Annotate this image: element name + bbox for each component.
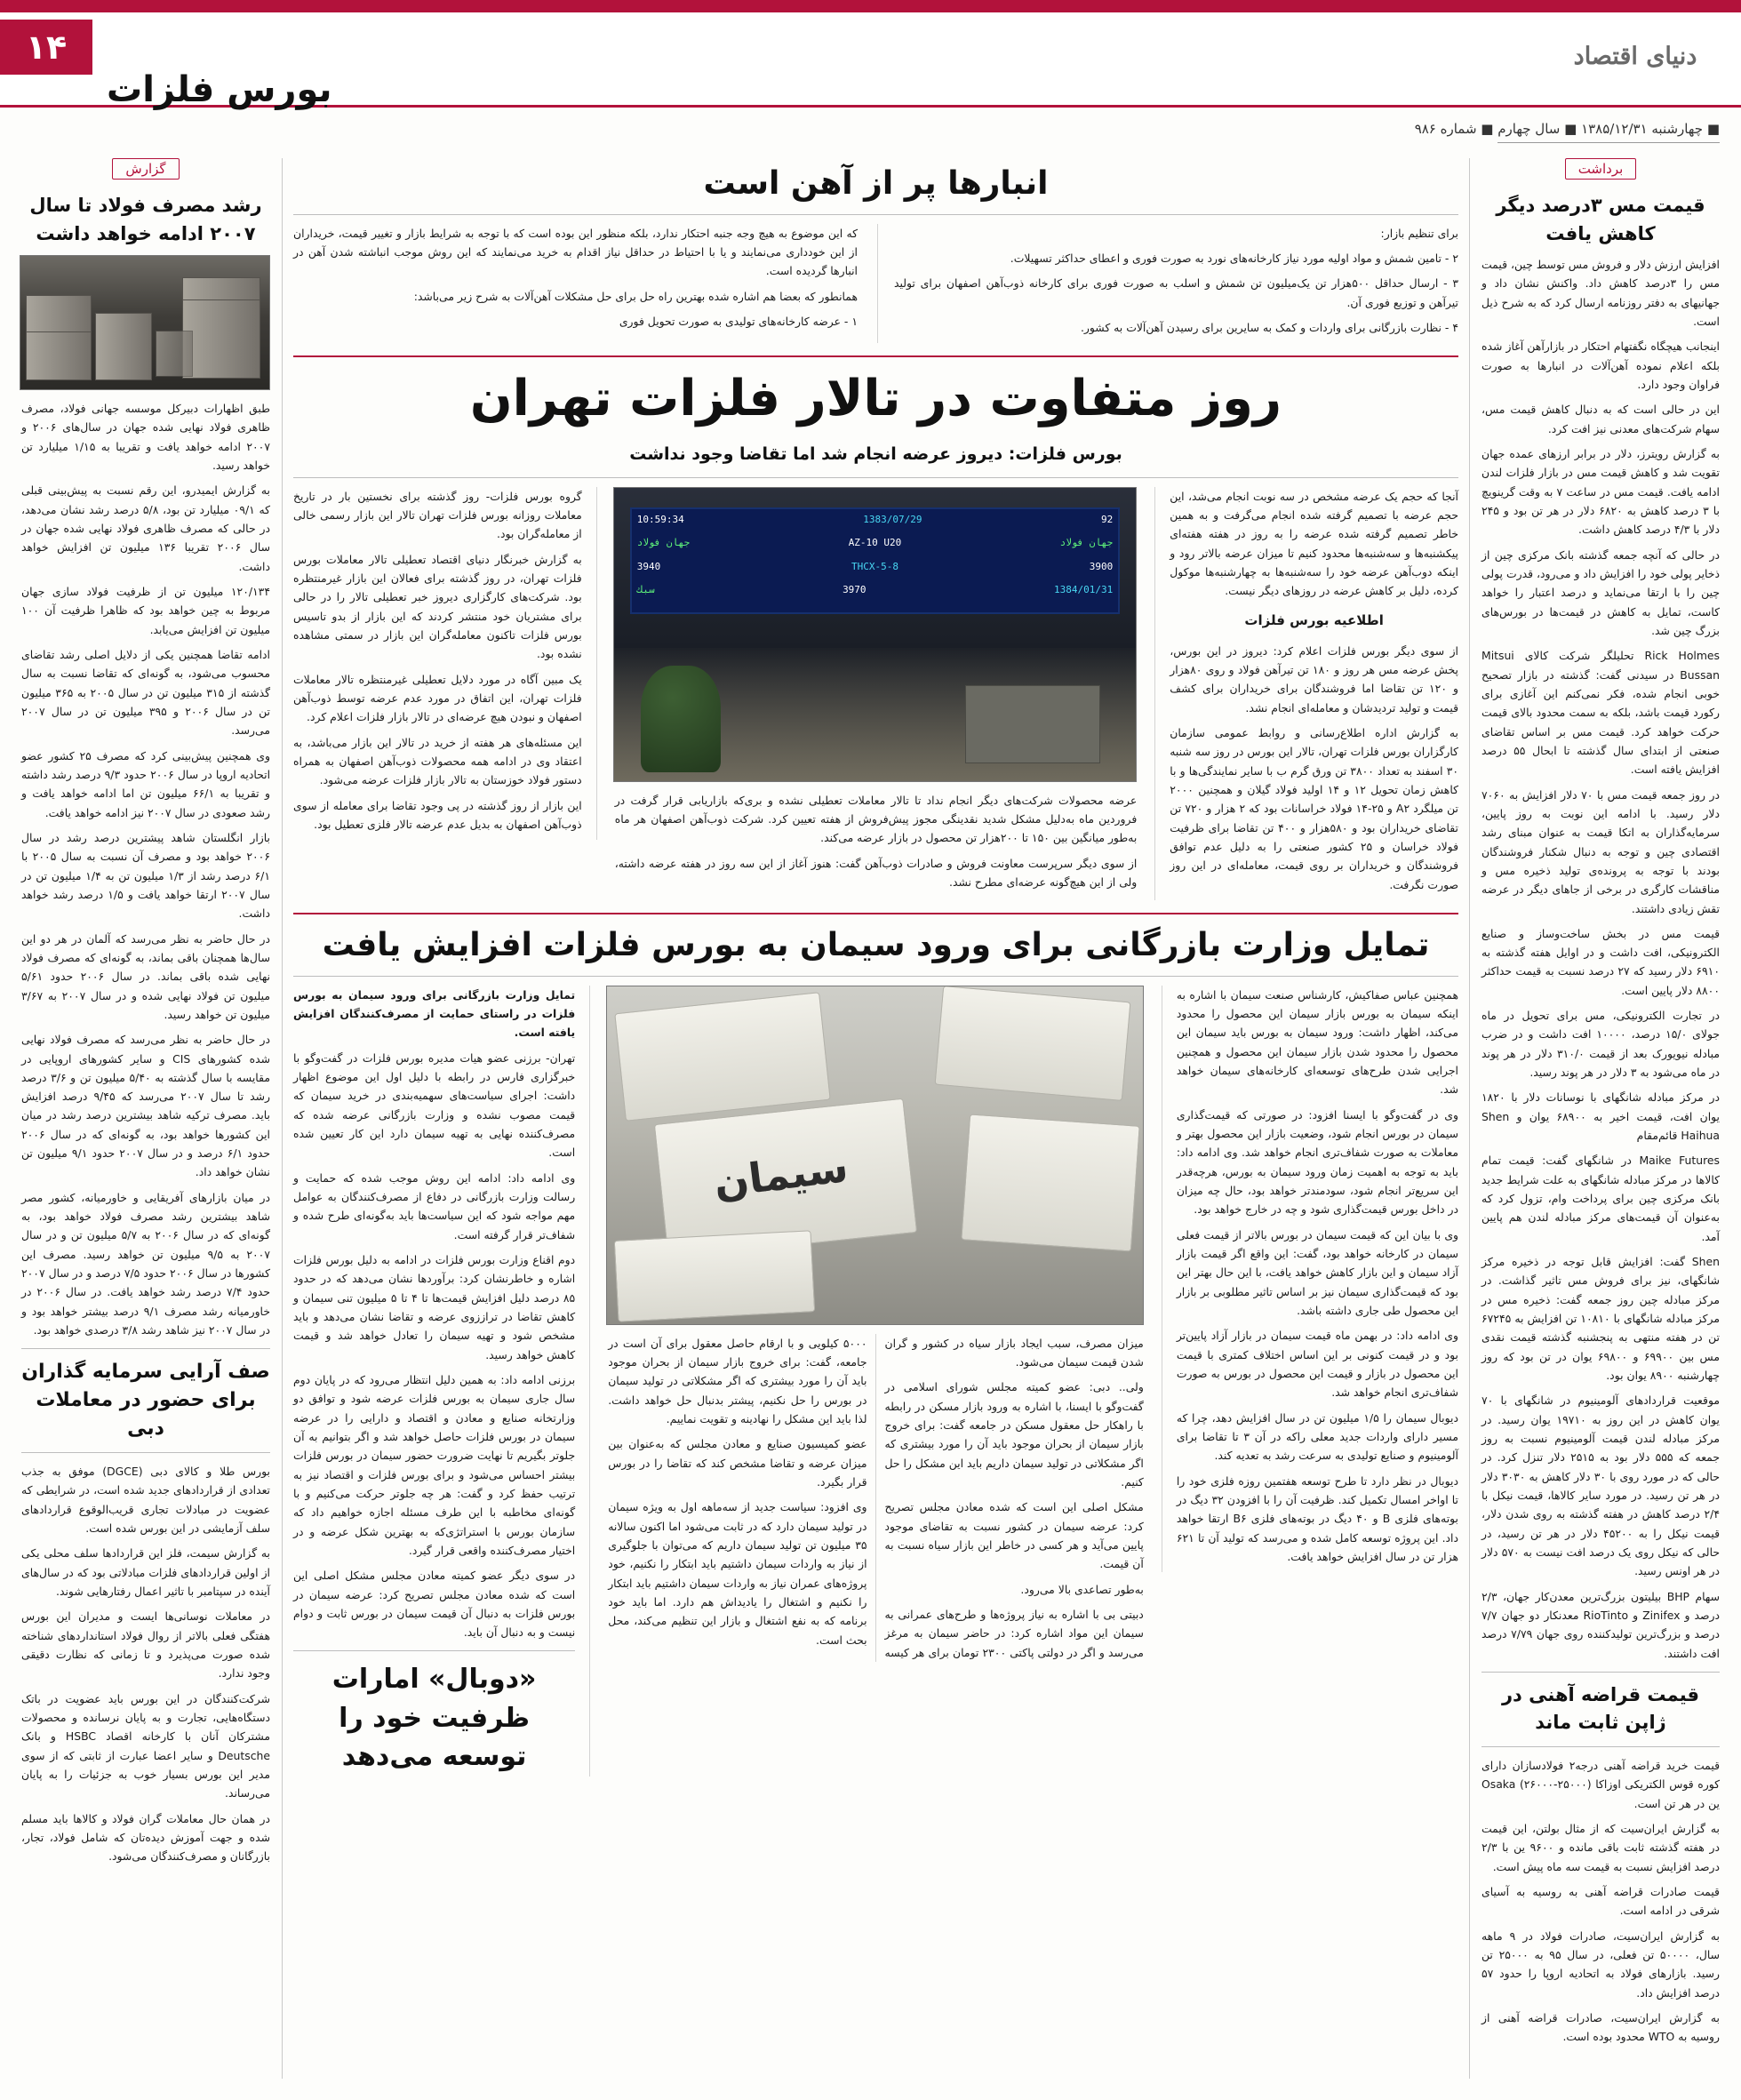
newspaper-logo [1551,30,1720,82]
bardasht-sidebar [1481,158,1720,2079]
cement-p: وی با بیان این که قیمت سیمان در بورس بالاتر از قیمت فعلی سیمان در کارخانه خواهد بود، گفت: این واقع اگر قیمت بازار آزاد سیمان و این بازار کاهش خواهد یافت، با این حال بهتر این بود که قیمت‌گذاری سیمان نیز بر اساس تاثیر مطلوبی بر بازار این محصول طی جاری داشته باشد. [1176,1227,1458,1317]
main-story [293,368,1458,899]
top-story-col-right [293,224,858,344]
cement-story-body [293,986,1458,1777]
main-p: این مسئله‌های هر هفته از خرید در تالار این بازار می‌باشد، به اعتقاد وی در ادامه همه محصولات ذوب‌آهن اصفهان به همراه دستور فولاد خوزستان به تالار بازار فلزات عرضه می‌شود. [292,735,582,787]
steel-warehouse-photo-inner [20,256,269,389]
issue-rule [1497,142,1720,143]
top-story [293,164,1458,343]
main-story-rule [293,477,1458,478]
top-story-columns [293,224,1458,344]
report-sidebar [21,158,270,2079]
board-cell: سبك [636,584,655,596]
right-kicker: برداشت [1565,158,1637,180]
center-content [293,158,1458,2079]
cement-sidebar-quote: «دوبال» امارات ظرفیت خود را توسعه می‌دهد [331,1664,537,1773]
cement-p: برزنی ادامه داد: به همین دلیل انتظار می‌رود که در پایان دوم سال جاری سیمان به بورس فلزات عرضه شود و توافق دو وزارتخانه صنایع و معادن و اقتصاد و دارایی را در عرضه سیمان در بورس فلزات حاصل خواهد شد و اگر بتوانیم به آن جلوتر بگیریم تا نهایت ضرورت حضور سیمان در بورس فلزات بیشتر احساس می‌شود و برای بورس فلزات و اقتصاد نیز به ترتیب حفظ کرد و گفت: هر چه جلوتر حرکت می‌کنیم و با گونه‌ای مخاطبه با این طرف مسئله اجازه خواهیم داد که سازمان بورس با استراتژی‌که به بهترین شکل عرضه و در اختیار مصرف‌کننده واقعی قرار گیرد. [293,1372,576,1557]
main-p: از سوی دیگر بورس فلزات اعلام کرد: دیروز در این بورس، پخش عرضه مس هر روز و ۱۸۰ تن تیرآهن فولاد و روی ۸۰هزار و ۱۲۰ تن تقاضا اما فروشندگان برای خریداران برای کشف قیمت و تولید تردیدشان و معامله‌ای انجام نشد. [1170,643,1458,715]
right-p: به گزارش رویترز، دلار در برابر ارزهای عمده جهان تقویت شد و کاهش قیمت مس در بازار فلزات لندن ادامه یافت. قیمت مس در ساعت ۷ به وقت گرینویچ با ۳ درصد کاهش به ۶۸۲۰ دلار در هر تن بود و ۲۴۵ دلار با ۴/۳ درصد کاهش داشت. [1481,446,1720,537]
top-p: که این موضوع به هیچ وجه جنبه احتکار ندارد، بلکه منظور این بوده است که با توجه به شرایط بازار و تغییر قیمت، خریداران از این خودداری می‌نمایند و یا با احتیاط در حداقل نیاز اقدام به خرید می‌نمایند که این روش موجب انباشته شدن آهن در انبارها گردیده است. [293,226,858,278]
sidebar-p: شرکت‌کنندگان در این بورس باید عضویت در باتک دستگاه‌هایی، تجارت و به پایان نرسانده و محصولات مشترکان آنان با کارخانه اقصاد HSBC و بانک Deutsche و سایر اعضا عبارت از ثابتی که از سوی مدیر این بورس بسیار خوب به جزئیات را به پایان می‌رساند. [21,1691,271,1801]
sidebar-p: بازار انگلستان شاهد پیشترین درصد رشد در سال ۲۰۰۶ خواهد بود و مصرف آن نسبت به سال ۲۰۰۵ با ۶/۱ درصد رشد از ۱/۳ میلیون تن به ۱/۴ میلیون تن در سال ۲۰۰۷ ارتقا خواهد یافت و ۱/۵ درصد رشد خواهد داشت. [21,830,270,921]
trading-floor-photo-inner [614,488,1137,781]
right-p: قیمت مس در بخش ساخت‌وساز و صنایع الکترونیکی، افت داشت و در اوایل هفته گذشته به ۶۹۱۰ دلار رسید که ۲۷ درصد نسبت به قیمت حداکثر ۸۸۰۰ دلار پایین است. [1481,926,1720,997]
cement-quote-divider [293,1650,575,1651]
right-story3-headline: قیمت قراضه آهنی در ژاپن ثابت ماند [1501,1683,1700,1734]
cement-p: تمایل وزارت بازرگانی برای ورود سیمان به بورس فلزات در راستای حمایت از مصرف‌کنندگان افزایش یافته است. [293,987,576,1040]
top-p: ۴ - نظارت بازرگانی برای واردات و کمک به سایرین برای رسیدن آهن‌آلات به کشور. [1080,321,1458,335]
cement-story-col-1-body [293,986,575,1642]
right-p: به گزارش ایران‌سیت که از مثال بولتن، این قیمت در هفته گذشته ثابت باقی مانده و ۹۶۰۰ ین با ۲/۳ درصد افزایش نسبت به قیمت سه ماه پیش است. [1481,1821,1721,1873]
board-cell: THCX-5-8 [851,560,898,572]
sidebar-p: ۱۲۰/۱۳۴ میلیون تن از ظرفیت فولاد سازی جهان مربوط به چین خواهد بود که ظاهرا ظرفیت آن ۱۰۰ میلیون تن افزایش می‌یابد. [21,584,270,636]
main-story-sub-label: اطلاعیه بورس فلزات [1244,611,1384,628]
sidebar-story1-headline: رشد مصرف فولاد تا سال ۲۰۰۷ ادامه خواهد داشت [29,195,262,244]
right-p: سهام BHP بیلیتون بزرگ‌ترین معدن‌کار جهان، ۲/۳ درصد و Zinifex و RioTinto معدنکار دو جهان ۷/۷ درصد و بزرگ‌ترین تولیدکننده روی جهان ۷/۷۹ درصد افت داشتند. [1481,1589,1720,1660]
trading-board-row [637,583,1114,598]
sidebar-p: در همان حال معاملات گران فولاد و کالاها باید مسلم شده و جهت آموزش دیده‌تان که شامل فولاد، تجار، بازرگانان و مصرف‌کنندگان می‌شود. [21,1811,270,1864]
cement-p: عضو کمیسیون صنایع و معادن مجلس که به‌عنوان بین میزان عرضه و تقاضا مشخص کند که تقاضا را در بورس قرار بگیرد. [608,1437,867,1489]
sidebar-p: وی همچنین پیش‌بینی کرد که مصرف ۲۵ کشور عضو اتحادیه اروپا در سال ۲۰۰۶ حدود ۹/۳ درصد رشد داشته و تقریبا به ۶۶/۱ میلیون تن اما ادامه خواهد یافت و رشد صعودی در سال ۲۰۰۷ نیز ادامه خواهد یافت. [21,748,271,819]
board-cell: 3940 [636,560,661,572]
main-p: آنجا که حجم یک عرضه مشخص در سه نوبت انجام می‌شد، این حجم عرضه با تصمیم گرفته شده انجام می‌گرفت و به همین خاطر تصمیم گرفته شده عرضه را به روز در هفته هفته‌ای پیکشنبه‌ها و سه‌شنبه‌ها محدود کنیم تا میزان عرضه بالاتر رود و اینکه دوب‌آهن عرضه خود را سه‌شنبه‌ها به چهارشنبه‌ها موکول کرده، دلیل بر کاهش عرضه در روزهای دیگر نیست. [1170,489,1458,598]
cement-p: وی افزود: سیاست جدید از سه‌ماهه اول به ویژه سیمان در تولید سیمان دارد که در ثابت می‌شود اما اکنون سالانه ۳۵ میلیون تن تولید سیمان داریم که می‌توان با جلوگیری از نیاز به واردات سیمان داشتیم باید ابتکار را نکنیم، خود پروژه‌های عمران نیاز به واردات سیمان داشتیم باید ابتکار را نکنیم و اشتغال را یادیداش هم دارد. اما باید خود برنامه که به نفع اشتغال و بازار این تنظیم می‌کند، محل بحث است. [608,1500,867,1647]
right-p: در روز جمعه قیمت مس با ۷۰ دلار افزایش به ۷۰۶۰ دلار رسید. با ادامه این نوبت به روز پایین، سرمایه‌گذاران به اتکا قیمت به عنوان مبنای رشد اقتصادی چین و توجه به دنبال شکنار فروشندگان بودند با توجه به پرونده‌ی تولید ذخیره مس و مناقشات کارگری در برخی از جاهای دیگر در عرضه تقش زیادی داشتند. [1481,787,1720,915]
sidebar-p: طبق اظهارات دبیرکل موسسه جهانی فولاد، مصرف ظاهری فولاد نهایی شده جهان در سال‌های ۲۰۰۶ و ۲۰۰۷ ادامه خواهد یافت و تقریبا به ۱/۱۵ میلیارد تن خواهد رسید. [21,402,270,472]
cement-story-rule [293,976,1458,977]
right-p: Rick Holmes تحلیلگر شرکت کالای Mitsui Bussan در سیدنی گفت: گذشته در بازار تصحیح خوبی انجام شده، فکر نمی‌کنم این آغازی برای رکورد قیمت باشد، بلکه به سمت محدود بالای قیمت حرکت خواهد کرد. قیمت مس بر اساس تقاضای صنعتی از ابتدای سال گذشته تا ابحال ۵۵ درصد افزایش یافته است. [1481,649,1721,777]
sidebar-divider-2 [21,1452,270,1453]
right-story2-body [1481,646,1720,1663]
main-p: یک مبین آگاه در مورد دلایل تعطیلی غیرمنتظره تالار معاملات فلزات تهران، این اتفاق در مورد عدم عرضه توسط ذوب‌آهن اصفهان و نبودن هیچ عرضه‌ای در تالار بازار فلزات اعلام کرد. [292,672,582,724]
top-p: ۲ - تامین شمش و مواد اولیه مورد نیاز کارخانه‌های نورد به صورت فوری و اعطای حداکثر تسهیلات. [1010,252,1458,266]
main-story-headline: روز متفاوت در تالار فلزات تهران [469,370,1282,428]
right-p: موقعیت قراردادهای آلومینیوم در شانگهای با ۷۰ یوان کاهش در این روز به ۱۹۷۱۰ یوان رسید. در مرکز مبادله لندن قیمت آلومینیوم نسبت به روز جمعه که ۵۵۵ دلار بود به ۲۵۱۵ دلار تنزل کرد. در حالی که در مورد روی با ۳۰ دلار کاهش به ۳۰۳۰ دلار در هر تن رسید. در مورد سایر کالاها، قیمت نیکل با ۲/۴ درصد کاهش در هفته گذشته به روی شدن دلار، قیمت نیکل را به ۴۵۲۰۰ دلار در هر تن رسید، در حالی که نیکل روی یک درصد افت نیست به ۵۷۰ دلار در هر اونس رسید. [1481,1393,1721,1578]
sidebar-p: به گزارش ایمیدرو، این رقم نسبت به پیش‌بینی قبلی که ۰۹/۱ میلیارد تن بود، ۵/۸ درصد رشد نشان می‌دهد، در حالی که مصرف ظاهری فولاد نهایی شده جهان در سال ۲۰۰۶ تقریبا ۱۳۶ میلیون تن افزایش خواهد داشت. [21,483,270,573]
cement-p: میزان مصرف، سبب ایجاد بازار سیاه در کشور و گران شدن قیمت سیمان می‌شود. [884,1336,1144,1369]
right-p: در حالی که آنچه جمعه گذشته بانک مرکزی چین از ذخایر پولی خود را افزایش داد و می‌رود، قدرت پولی چین را با ارتقا می‌نماید و درصد اعتبار را خواهد کاست، تمایل به کاهش در قیمت‌ها در بورس‌های بزرگ چین شد. [1481,547,1720,637]
right-p: به گزارش ایران‌سیت، صادرات فولاد در ۹ ماهه سال، ۵۰۰۰۰ تن فعلی، در سال ۹۵ به ۲۵۰۰۰ تن رسید. بازارهای فولاد به اتحادیه اروپا را حدود ۵۷ درصد افزایش داد. [1481,1928,1720,2000]
cement-story-headline: تمایل وزارت بازرگانی برای ورود سیمان به بورس فلزات افزایش یافت [322,926,1430,963]
cement-p: وی در گفت‌وگو با ایسنا افزود: در صورتی که قیمت‌گذاری سیمان در بورس انجام شود، وضعیت بازار این محصول بهتر و معاملات به صورت شفاف‌تری انجام خواهد شد. وی ادامه داد: باید به توجه به اهمیت زمان ورود سیمان به بورس، هرچه‌قدر این سریع‌تر انجام شود، سودمندتر خواهد بود، حال چه میزان در داخل بورس قیمت‌گذاری شود و چه در خارج خواهد بود. [1176,1107,1458,1217]
trading-board-row [637,560,1114,575]
board-cell: 3900 [1089,560,1114,572]
steel-warehouse-photo [20,255,270,390]
masthead-red-strip [0,0,1741,12]
main-p: عرضه محصولات شرکت‌های دیگر انجام نداد تا تالار معاملات تعطیلی نشده و بری‌که بازاریابی قرار گرفت در فروردین ماه به‌دلیل مشکل شدید نقدینگی مجوز پیش‌فروش از هفته تعیین کرد. شرکت ذوب‌آهن اصفهان هر ماه به‌طور میانگین بین ۱۵۰ تا ۲۰۰هزار تن محصول در بازار عرضه می‌کند. [614,793,1138,845]
right-p: در مرکز مبادله شانگهای با نوسانات دلار با ۱۸۲۰ یوان افت، قیمت اخیر به ۶۸۹۰۰ یوان و Shen Haihua قائم‌مقام [1481,1090,1720,1143]
main-story-body [293,487,1458,900]
board-cell: جهان فولاد [636,537,691,549]
sidebar-p: در حال حاضر به نظر می‌رسد که مصرف فولاد نهایی شده کشورهای CIS و سایر کشورهای اروپایی در مقایسه با سال گذشته به ۵/۴۰ میلیون تن و ۳/۶ درصد رشد تا سال ۲۰۰۷ می‌رسد که ۹/۴۵ درصد افزایش باید. مصرف ترکیه شاهد بیشترین درصد رشد در میان این کشورها خواهد بود، به گونه‌ای که در سال ۲۰۰۶ حدود ۶/۱ درصد و در سال ۲۰۰۷ حدود ۹/۱ میلیون تن نشان خواهد داد. [21,1033,271,1179]
cement-story [293,925,1458,1777]
cement-p: ولی.. دبی: عضو کمیته مجلس شورای اسلامی در گفت‌وگو با ایسنا، با اشاره به ورود بازار مسکن در رابطه با راهکار حل معقول مسکن در جامعه گفت: برای خروج بازار سیمان از بحران موجود باید آن را مورد بیشتری که اگر مشکلاتی در تولید سیمان داریم باید این مشکل را حل کنیم. [884,1380,1144,1489]
main-story-middle [615,487,1138,898]
right-kicker-wrap [1481,158,1720,188]
cement-p: مشکل اصلی این است که شده معادن مجلس تصریح کرد: عرضه سیمان در کشور نسبت به تقاضای موجود پایین می‌آید و هر کسی در خاطر این بازار سیاه نسبت به آن قیمت. [884,1500,1144,1571]
floor-plant [641,666,721,772]
right-p: اینجانب هیچگاه نگفتهام احتکار در بازارآهن آغاز شده بلکه اعلام نموده آهن‌آلات در انبارها به صورت فراوان وجود دارد. [1481,339,1720,391]
cement-p: تهران- برزنی عضو هیات مدیره بورس فلزات در گفت‌وگو با خبرگزاری فارس در رابطه با دلیل اول این موضوع اظهار داشت: اجرای سیاست‌های سهمیه‌بندی در خرید سیمان که قیمت مصوب نشده و وزارت بازرگانی عرضه شده که مصرف‌کننده نهایی به تهیه سیمان دارد این کار تعیین شده است. [293,1050,576,1160]
board-header-right: 10:59:34 [636,513,684,525]
sidebar-kicker: گزارش [112,158,179,180]
top-p: ۳ - ارسال حداقل ۵۰۰هزار تن یک‌میلیون تن شمش و اسلب به صورت فوری برای کارخانه ذوب‌آهن اصفهان برای تولید تیرآهن و توزیع فوری آن. [894,276,1458,309]
right-divider-2 [1481,1746,1720,1747]
main-story-subhead: بورس فلزات: دیروز عرضه انجام شد اما تقاضا وجود نداشت [629,444,1122,465]
top-story-col-left [877,224,1458,344]
cement-story-middle [608,986,1144,1662]
cement-p: وی ادامه داد: ادامه این روش موجب شده که حمایت و رسالت وزارت بازرگانی در دفاع از مصرف‌کنندگان به عوامل مهم مواجه شود که این سیاست‌ها باید به‌گونه‌ای طرح شده و شفاف‌تر قرار گرفته است. [293,1170,576,1242]
trading-board [630,507,1121,614]
cement-p: به‌طور تصاعدی بالا می‌رود. [1020,1582,1144,1596]
cement-p: در سوی دیگر عضو کمیته معادن مجلس مشکل اصلی این است که شده معادن مجلس تصریح کرد: عرضه سیمان در بورس فلزات به دنبال آن قیمت سیمان در بورس ثابت و دوام نیست و به دنبال آن باید. [293,1569,576,1640]
main-p: به گزارش اداره اطلاع‌رسانی و روابط عمومی سازمان کارگزاران بورس فلزات تهران، تالار این بورس در روز سه شنبه ۳۰ اسفند به تعداد ۳۸۰۰ تن ورق گرم ب با سایر نمایندگی‌ها و با کاهش زمان تحویل ۱۲ و ۱۴ اولید فولاد گیلان و همچنین ۲۰۰۰ تن میلگرد A۲ و ۲۵-۱۴ فولاد خراسانات بود که ۲ هزار و ۷۲۰ تن تقاضای خریداران بود و ۵۸۰هزار و ۴۰۰ تن تقاضا برای ظرفیت فولاد خراسان و ۲۵ کشور صنعتی را به دلیل عدم توافق فروشندگان و خریداران بر روی قیمت، معامله‌ای در این روز صورت نگرفت. [1170,725,1458,891]
top-story-rule [293,214,1458,215]
sidebar-story1-body [21,399,270,1339]
cement-story-col-4 [1162,986,1458,1573]
sidebar-p: در معاملات نوسانی‌ها ایست و مدیران این بورس هفتگی فعلی بالاتر از روال فولاد استانداردهای شناخته شده صورت می‌پذیرد و تا زمانی که نظارت دقیقی وجود ندارد. [21,1609,270,1681]
trading-floor-photo [613,487,1138,782]
main-story-col-3 [1154,487,1458,900]
cement-p: وی ادامه داد: در بهمن ماه قیمت سیمان در بازار آزاد پایین‌تر بود و در قیمت کنونی بر این اساس اختلاف کمتری با قیمت این محصول در بازار و قیمت این محصول در بورس به صورت شفاف‌تری انجام خواهد شد. [1176,1329,1458,1400]
top-p: همانطور که بعضا هم اشاره شده بهترین راه حل برای حل مشکلات آهن‌آلات به شرح زیر می‌باشد: [413,289,858,303]
right-p: در تجارت الکترونیکی، مس برای تحویل در ماه جولای ۱۵/۰ درصد، ۱۰۰۰۰ افت داشت و در ضرب مبادله نیویورک بعد از قیمت ۳۱۰/۰ دلار در هر پوند در ماه می‌شود به ۳ دلار در هر پوند رسید. [1481,1009,1721,1080]
sidebar-p: ادامه تقاضا همچنین یکی از دلایل اصلی رشد تقاضای محسوب می‌شود، به گونه‌ای که تقاضا نسبت به سال گذشته از ۳۱۵ میلیون تن در سال ۲۰۰۵ به ۳۶۵ میلیون تن در سال ۲۰۰۶ و ۳۹۵ میلیون تن در سال ۲۰۰۷ می‌رسد. [21,647,270,738]
cement-sacks-photo [606,986,1144,1325]
main-p: گروه بورس فلزات- روز گذشته برای نخستین بار در تاریخ معاملات روزانه بورس فلزات تهران تالار این بازار رسمی خالی از معامله‌گران بود. [292,489,582,541]
sidebar-story2-body [21,1462,270,1866]
cement-p: دوم اقناع وزارت بورس فلزات در ادامه به دلیل بورس فلزات اشاره و خاطرنشان کرد: برآوردها نشان می‌دهد که در حدود ۸۵ درصد دلیل افزایش قیمت‌ها تا ۴ تا ۵ میلیون تنی سیمان و کاهش تقاضا در تراززوی عرضه و تقاضا نشان می‌دهد و باید مشخص شود و تهیه سیمان را تعادل خواهد شد و قیمت کاهش خواهد رسید. [293,1252,576,1361]
center-red-divider-2 [293,913,1458,914]
right-p: این در حالی است که به دنبال کاهش قیمت مس، سهام شرکت‌های معدنی نیز افت کرد. [1481,403,1720,435]
board-header-left: 92 [1101,513,1114,525]
sidebar-p: بورس طلا و کالای دبی (DGCE) موفق به جذب تعدادی از قراردادهای جدید شده است، در شرایطی که عضویت در مبادلات تجاری قریب‌الوقوع قراردادهای سلف آزمایشی در این بورس شده است. [21,1465,270,1536]
top-p: برای تنظیم بازار: [1380,226,1458,240]
right-p: به گزارش ایران‌سیت، صادرات قراضه آهنی از روسیه به WTO محدود بوده است. [1481,2010,1720,2044]
main-story-col-2 [615,791,1138,898]
page-number-badge: ۱۴ [0,20,92,75]
cement-p: دیوبال در نظر دارد تا طرح توسعه هفتمین روزه فلزی خود را تا اواخر امسال تکمیل کند. ظرفیت آن را با افزودن ۳۲ دیگ در بوته‌های فلزی B و ۴۰ دیگ در بوته‌های فلزی B۶ ارتقا خواهد داد. این پروژه توسعه کامل شده و می‌رسد که تولید آن تا ۶۲۱ هزار تن در سال افزایش خواهد یافت. [1176,1473,1458,1563]
sidebar-p: به گزارش سیمت، فلز این قراردادها سلف محلی یکی از اولین قراردادهای فلزات مبادلاتی بود که در سال‌های آینده در سپتامبر با تاثیر اعمال رفتارهایی شوند. [21,1546,270,1599]
right-p: Maike Futures در شانگهای گفت: قیمت تمام کالاها در مرکز مبادله شانگهای به علت شرایط جدید بانک مرکزی چین برای پرداخت وام، تزول کرد که به‌عنوان آن قیمت‌های مرکز مبادله لندن هم پایین آمد. [1481,1154,1720,1243]
right-story1-body [1481,255,1720,640]
cement-story-col-1 [293,986,590,1777]
top-story-headline: انبارها پر از آهن است [703,165,1049,202]
right-p: قیمت خرید قراضه آهنی درجه۲ فولادسازان دارای کوره قوس الکتریکی اوزاکا Osaka (۲۶۰۰۰-۲۵۰۰۰) ین در هر تن است. [1481,1758,1721,1810]
sidebar-p: در میان بازارهای آفریقایی و خاورمیانه، کشور مصر شاهد بیشترین رشد مصرف فولاد خواهد بود، به گونه‌ای که در سال ۲۰۰۶ به ۵/۷ میلیون تن و در سال ۲۰۰۷ به ۹/۵ میلیون تن خواهد رسید. مصرف این کشورها در سال ۲۰۰۶ حدود ۷/۵ درصد و در سال ۲۰۰۷ حدود ۷/۴ درصد رشد خواهد یافت. در سال ۲۰۰۶ در خاورمیانه رشد مصرف ۹/۱ درصد بیشتر خواهد بود و در سال ۲۰۰۷ نیز شاهد رشد ۳/۸ درصدی خواهد بود. [21,1190,270,1337]
center-red-divider [293,355,1458,357]
masthead [0,0,1741,108]
cement-sack-label: سیمان [711,1142,851,1207]
board-cell: 1384/01/31 [1054,584,1114,596]
main-story-col-1 [293,487,597,841]
trading-board-row [637,536,1114,551]
right-story3-body [1481,1756,1720,2047]
cement-p: همچنین عباس صفاکیش، کارشناس صنعت سیمان با اشاره به اینکه سیمان به بورس بازار سیمان این محصول را محدود می‌کند، اظهار داشت: ورود سیمان به بورس باید سیمان این محصول را محدود شدن بازار سیمان این محصول و همچنین اجرایی شدن طرح‌های توسعه‌ای کارخانه‌های سیمان خواهد شد. [1176,987,1458,1097]
main-p: به گزارش خبرنگار دنیای اقتصاد تعطیلی تالار معاملات بورس فلزات تهران، در روز گذشته برای فعالان این بازار غیرمنتظره بود. شرکت‌های کارگزاری دیروز خبر تعطیلی تالار را در حالی برای مشتریان خود منتشر کردند که این بازار از بدو تاسیس بورس فلزات تاکنون معامله‌گران این بازار در سمتی مشاهده نشده بود. [292,552,582,661]
board-header-mid: 1383/07/29 [863,513,922,525]
right-p: Shen گفت: افزایش قابل توجه در ذخیره مرکز شانگهای، نیز برای فروش مس تاثیر گذاشت. در مرکز مبادله چین روز جمعه گفت: ذخیره مس در مرکز مبادله شانگهای با ۱۰۸۱۰ تن افزایش به ۶۷۲۴۵ تن در هفته منتهی به پنجشنبه گذشته قیمت نقدی مس بین ۶۹۹۰۰ و ۶۹۸۰۰ یوان در تن بود که روز چهارشنبه ۸۹۰۰ یوان بود. [1481,1255,1720,1383]
issue-line: ■ چهارشنبه ۱۳۸۵/۱۲/۳۱ ■ سال چهارم ■ شماره ۹۸۶ [1414,121,1720,137]
right-divider [1481,1672,1720,1673]
right-story1-headline: قیمت مس ۳درصد دیگر کاهش یافت [1496,195,1705,244]
main-p: از سوی دیگر سرپرست معاونت فروش و صادرات ذوب‌آهن گفت: هنوز آغاز از این سه روز در هفته عرضه داشته، ولی از این هیچ‌گونه عرضه‌ای مطرح نشد. [614,856,1138,890]
section-title: بورس فلزات [107,69,332,110]
main-p: این بازار از روز گذشته در پی وجود تقاضا برای معامله از سوی ذوب‌آهن اصفهان به بدیل عدم عرضه تالار فلزی تعطیل بود. [292,798,582,832]
cement-p: دیوبال سیمان را ۱/۵ میلیون تن در سال افزایش دهد، چرا که مسیر دارای واردات جدید معلی راکه در آن ۳ تا تقاضا برای آلومینیوم و صنایع تولیدی به سرعت رشد به تعدیه کند. [1176,1410,1458,1463]
board-cell: جهان فولاد [1059,537,1114,549]
sidebar-story2-headline: صف آرایی سرمایه گذاران برای حضور در معاملات دبی [21,1361,270,1441]
logo-text: دنیای اقتصاد [1573,42,1697,70]
board-cell: 3970 [843,584,867,596]
sidebar-divider [21,1348,270,1349]
cement-story-col-3 [608,1334,1144,1662]
sidebar-p: در حال حاضر به نظر می‌رسد که آلمان در هر دو این سال‌ها همچنان باقی بماند، به گونه‌ای که مصرف فولاد نهایی شده باقی بماند. در سال ۲۰۰۶ حدود ۵/۶۱ میلیون تن فولاد نهایی شده و در سال ۲۰۰۷ به ۳/۶۷ میلیون تن خواهد رسید. [21,931,270,1021]
cement-p: دبیتی بی با اشاره به نیاز پروژه‌ها و طرح‌های عمرانی به سیمان این مواد اشاره کرد: در حاضر سیمان به مرغز می‌رسد و اگر در دولتی پاکتی ۲۳۰۰ تومان برای هر کیسه ۵۰۰۰ کیلویی و با ارقام حاصل معقول برای آن است در جامعه، گفت: برای خروج بازار سیمان از بحران موجود باید آن را مورد بیشتری که اگر مشکلاتی در تولید سیمان در بورس را حل نکنیم، پیشتر بدنبال حل خواهد داشت. لذا باید این مشکل را نهادینه و تقویت نماییم. [608,1336,1144,1659]
sidebar-kicker-wrap [21,158,270,188]
right-p: افزایش ارزش دلار و فروش مس توسط چین، قیمت مس را ۳درصد کاهش داد. واکنش نشان داد و جهانیهای به دفتر روزنامه ارسال کرد که به شرح ذیل است. [1481,258,1720,328]
board-cell: AZ-10 U20 [848,537,902,549]
trading-board-header [637,513,1114,528]
right-p: قیمت صادرات قراضه آهنی به روسیه به آسیای شرقی در ادامه است. [1481,1884,1720,1918]
cement-sacks-photo-inner [607,986,1143,1324]
top-p: ۱ - عرضه کارخانه‌های تولیدی به صورت تحویل فوری [619,315,858,329]
floor-desk [965,685,1100,763]
